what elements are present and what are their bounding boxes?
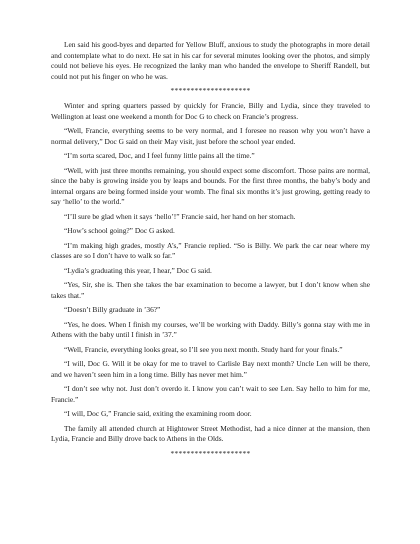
paragraph: “Well, Francie, everything seems to be very normal, and I foresee no reason why you won’t have a normal delivery,” Doc G said on their May visit, just before the school year ended. [51, 126, 370, 146]
paragraph: Len said his good-byes and departed for Yellow Bluff, anxious to study the photographs in more detail and contemplate what to do next. He sat in his car for several minutes looking over the photos, and simply could not believe his eyes. He recognized the lanky man who handed the envelope to Sheriff Randell, but could not put his finger on who he was. [51, 40, 370, 81]
paragraph: The family all attended church at Hightower Street Methodist, had a nice dinner at the mansion, then Lydia, Francie and Billy drove back to Athens in the Olds. [51, 423, 370, 443]
paragraph: “I’m making high grades, mostly A’s,” Francie replied. “So is Billy. We park the car near where my classes are so I don’t have to walk so far.” [51, 240, 370, 260]
paragraph: “I don’t see why not. Just don’t overdo it. I know you can’t wait to see Len. Say hello to him for me, Francie.” [51, 384, 370, 404]
paragraph: “Well, Francie, everything looks great, so I’ll see you next month. Study hard for your finals.” [64, 344, 343, 354]
paragraph: “Yes, Sir, she is. Then she takes the bar examination to become a lawyer, but I don’t know when she takes that.” [51, 280, 370, 300]
paragraph: “Yes, he does. When I finish my courses, we’ll be working with Daddy. Billy’s gonna stay with me in Athens with the baby until I finish in ’37.” [51, 319, 370, 339]
paragraph: “Well, with just three months remaining, you should expect some discomfort. Those pains are normal, since the baby is growing inside you by leaps and bounds. For the first three months, the baby’s body and internal organs are being formed inside your womb. The final six months it’s just growing, getting ready to say ‘hello’ to the world.” [51, 165, 370, 206]
paragraph: “How’s school going?” Doc G asked. [64, 226, 175, 235]
paragraph: “Doesn’t Billy graduate in ’36?” [64, 305, 161, 314]
paragraph: “I will, Doc G,” Francie said, exiting the examining room door. [64, 409, 252, 418]
paragraph: “I’m sorta scared, Doc, and I feel funny little pains all the time.” [64, 151, 255, 160]
paragraph: “Lydia’s graduating this year, I hear,” Doc G said. [64, 265, 212, 275]
paragraph: “I will, Doc G. Will it be okay for me to travel to Carlisle Bay next month? Uncle Len will be there, and we haven’t seen him in a long time. Billy has never met him.” [51, 359, 370, 379]
paragraph: “I’ll sure be glad when it says ‘hello’!” Francie said, her hand on her stomach. [64, 211, 296, 221]
section-separator: ******************** [170, 86, 251, 95]
section-separator: ******************** [170, 448, 251, 458]
paragraph: Winter and spring quarters passed by quickly for Francie, Billy and Lydia, since they traveled to Wellington at least one weekend a month for Doc G to check on Francie’s progress. [51, 101, 370, 121]
